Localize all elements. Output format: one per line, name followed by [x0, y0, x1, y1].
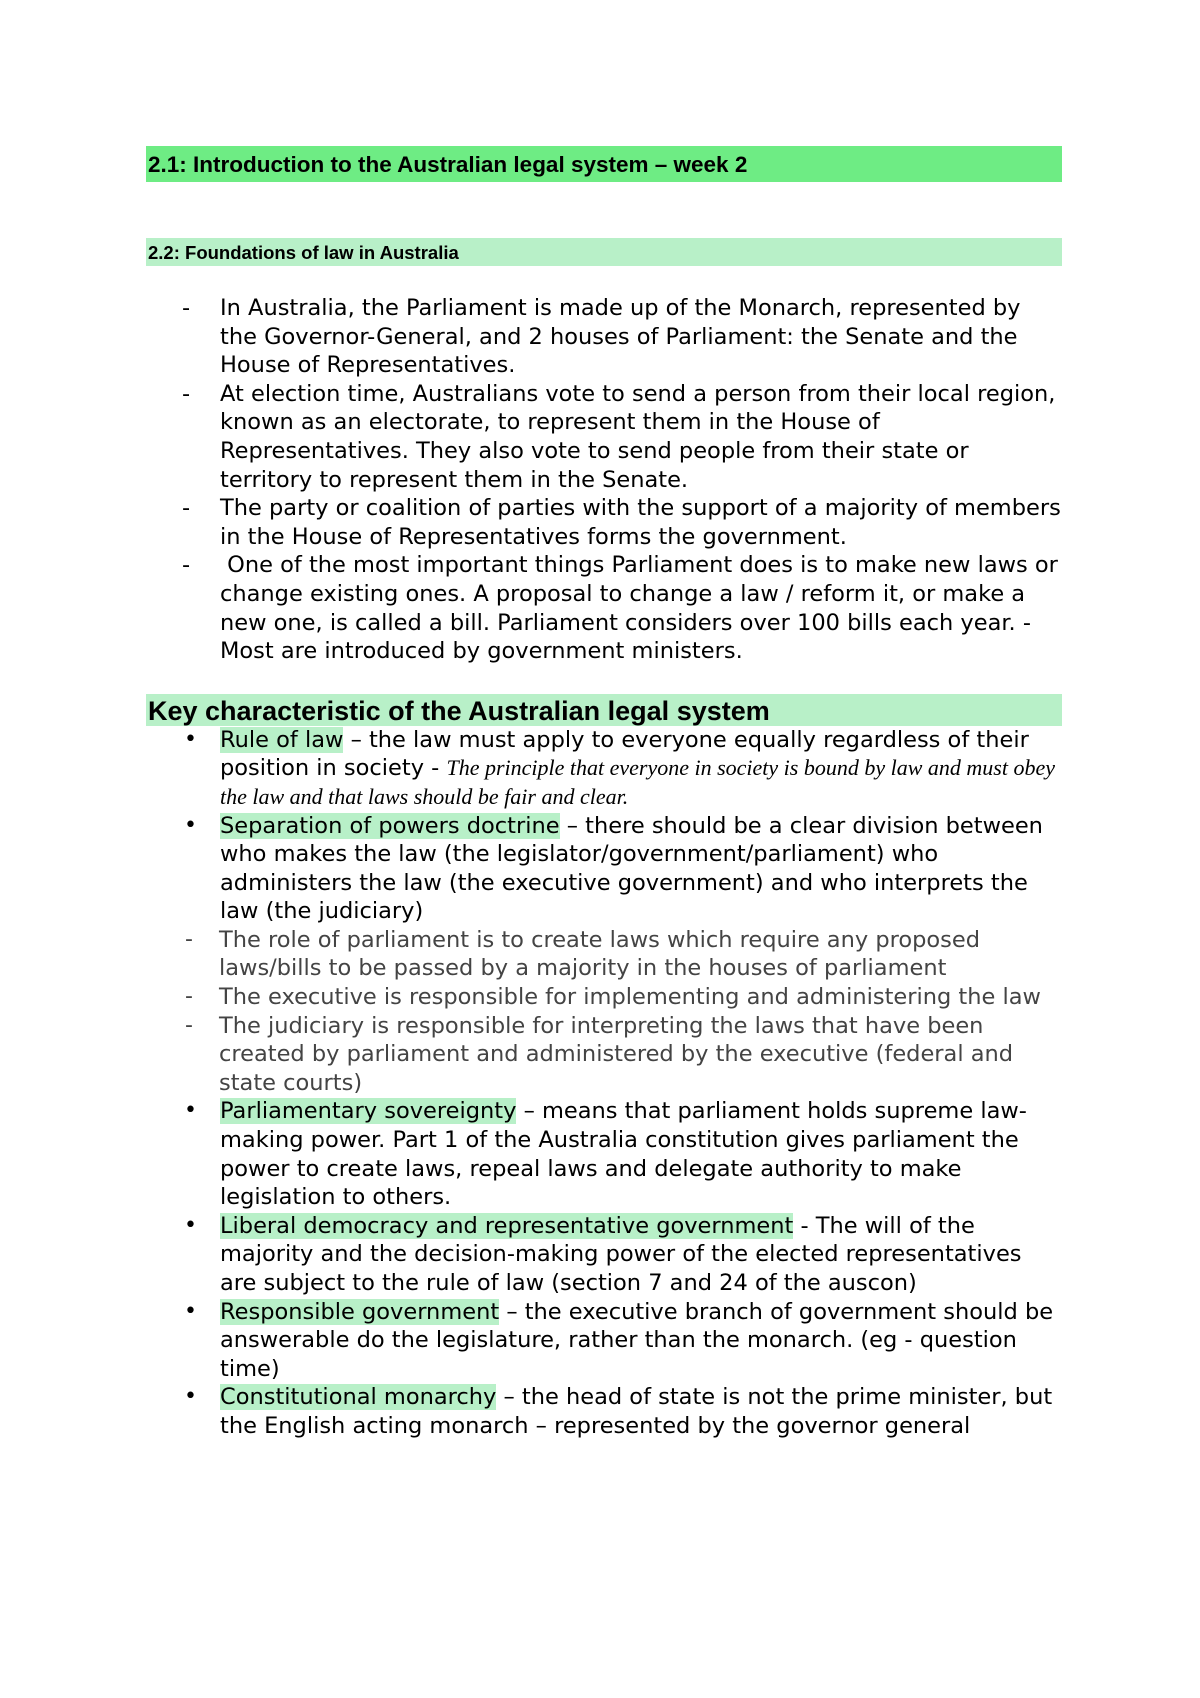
dash-marker: -	[182, 552, 191, 579]
term-italic-note: The principle that everyone in society is bound by law and must obey the law and that laws should be fair and clear.	[220, 755, 1055, 809]
bullet-marker: •	[184, 812, 197, 838]
dash-marker: -	[182, 495, 191, 522]
term-highlight: Constitutional monarchy	[220, 1384, 497, 1411]
bullet-marker: •	[184, 1098, 197, 1124]
term-description: – the law must apply to everyone equally regardless of their position in society -	[220, 726, 1029, 782]
bullet-marker: •	[184, 1384, 197, 1410]
term-description: – means that parliament holds supreme law-making power. Part 1 of the Australia constitution gives parliament the power to create laws, repeal laws and delegate authority to make legislation to others.	[220, 1098, 1027, 1211]
dash-marker: -	[182, 380, 191, 407]
sub-list-wrapper	[146, 926, 1062, 1098]
term-highlight: Liberal democracy and representative government	[220, 1212, 794, 1239]
sub-list-item-text: The role of parliament is to create laws which require any proposed laws/bills to be passed by a majority in the houses of parliament	[219, 926, 981, 982]
term-highlight: Separation of powers doctrine	[220, 812, 560, 839]
term-description: - The will of the majority and the decision-making power of the elected representatives are subject to the rule of law (section 7 and 24 of the auscon)	[220, 1212, 1022, 1296]
list-item	[146, 380, 1062, 494]
term-description: – the head of state is not the prime minister, but the English acting monarch – represented by the governor general	[220, 1384, 1053, 1439]
list-item	[146, 551, 1066, 665]
document-page	[146, 146, 1066, 1441]
list-item-text: The party or coalition of parties with the support of a majority of members in the House of Representatives forms the government.	[220, 495, 1061, 550]
bullet-marker: •	[184, 1298, 197, 1324]
list-item-text: In Australia, the Parliament is made up of the Monarch, represented by the Governor-General, and 2 houses of Parliament: the Senate and the House of Representatives.	[220, 295, 1021, 379]
sub-list-item-text: The judiciary is responsible for interpreting the laws that have been created by parliament and administered by the executive (federal and state courts)	[219, 1012, 1014, 1096]
dash-marker: -	[185, 984, 193, 1010]
list-item	[146, 494, 1062, 551]
foundations-list	[146, 294, 1066, 666]
dash-marker: -	[185, 926, 193, 952]
separation-of-powers-sub-list	[146, 926, 1062, 1098]
dash-marker: -	[185, 1012, 193, 1038]
dash-marker: -	[182, 295, 191, 321]
sub-list-item	[146, 1012, 1062, 1098]
heading-foundations: 2.2: Foundations of law in Australia	[146, 238, 1062, 266]
term-highlight: Rule of law	[220, 726, 344, 753]
list-item	[146, 294, 1062, 380]
term-highlight: Responsible government	[220, 1298, 500, 1325]
term-highlight: Parliamentary sovereignty	[220, 1098, 517, 1125]
heading-key-characteristics: Key characteristic of the Australian legal system	[146, 694, 1062, 726]
list-item	[146, 1097, 1062, 1211]
list-item	[146, 1298, 1062, 1384]
list-item-text: One of the most important things Parliament does is to make new laws or change existing ones. A proposal to change a law / reform it, or make a new one, is called a bill. Parliament considers over 100 bills each year. - Most are introduced by government ministers.	[220, 552, 1066, 665]
term-description: – the executive branch of government should be answerable do the legislature, rather than the monarch. (eg - question time)	[220, 1298, 1054, 1382]
term-description: – there should be a clear division between who makes the law (the legislator/government/parliament) who administers the law (the executive government) and who interprets the law (the judiciary)	[220, 812, 1043, 925]
list-item-text: At election time, Australians vote to send a person from their local region, known as an electorate, to represent them in the House of Representatives. They also vote to send people from their state or territory to represent them in the Senate.	[220, 380, 1056, 493]
sub-list-item-text: The executive is responsible for implementing and administering the law	[219, 984, 1041, 1011]
bullet-marker: •	[184, 1212, 197, 1238]
list-item	[146, 1212, 1062, 1298]
list-item	[146, 812, 1062, 1098]
list-item	[146, 1383, 1062, 1440]
heading-week-2: 2.1: Introduction to the Australian legal system – week 2	[146, 146, 1062, 182]
list-item	[146, 726, 1062, 812]
characteristics-list	[146, 726, 1062, 1441]
sub-list-item	[146, 983, 1062, 1012]
sub-list-item	[146, 926, 1062, 983]
bullet-marker: •	[184, 726, 197, 752]
